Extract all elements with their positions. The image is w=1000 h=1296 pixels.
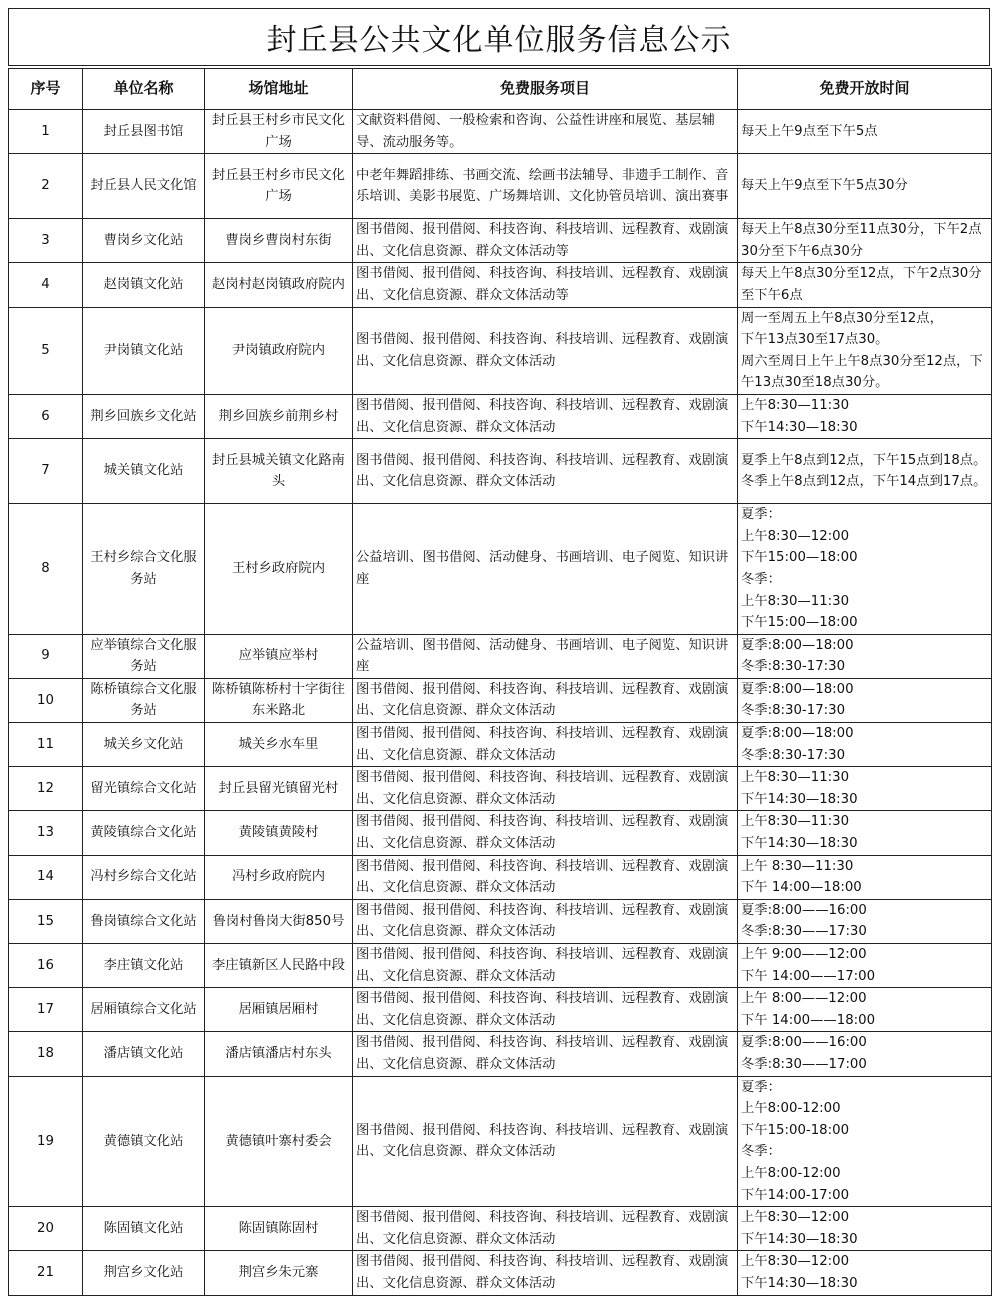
cell-services: 图书借阅、报刊借阅、科技咨询、科技培训、远程教育、戏剧演出、文化信息资源、群众文体活动: [353, 811, 738, 855]
cell-no: 12: [9, 767, 83, 811]
cell-no: 9: [9, 634, 83, 678]
cell-name: 城关镇文化站: [83, 439, 205, 504]
cell-name: 城关乡文化站: [83, 723, 205, 767]
cell-name: 赵岗镇文化站: [83, 263, 205, 307]
table-row: [9, 110, 992, 154]
cell-address: 黄德镇叶寨村委会: [205, 1076, 353, 1207]
cell-hours: 每天上午8点30分至12点，下午2点30分至下午6点: [738, 263, 992, 307]
cell-no: 15: [9, 899, 83, 943]
cell-no: 2: [9, 154, 83, 219]
cell-address: 应举镇应举村: [205, 634, 353, 678]
cell-name: 陈桥镇综合文化服务站: [83, 678, 205, 722]
cell-name: 封丘县人民文化馆: [83, 154, 205, 219]
cell-services: 公益培训、图书借阅、活动健身、书画培训、电子阅览、知识讲座: [353, 634, 738, 678]
cell-hours: 上午8:30—12:00 下午14:30—18:30: [738, 1251, 992, 1295]
cell-name: 荆乡回族乡文化站: [83, 394, 205, 438]
cell-services: 图书借阅、报刊借阅、科技咨询、科技培训、远程教育、戏剧演出、文化信息资源、群众文体活动: [353, 1032, 738, 1076]
cell-services: 图书借阅、报刊借阅、科技咨询、科技培训、远程教育、戏剧演出、文化信息资源、群众文体活动: [353, 1076, 738, 1207]
cell-address: 黄陵镇黄陵村: [205, 811, 353, 855]
cell-address: 封丘县留光镇留光村: [205, 767, 353, 811]
cell-hours: 夏季:8:00—18:00 冬季:8:30-17:30: [738, 634, 992, 678]
cell-address: 荆乡回族乡前荆乡村: [205, 394, 353, 438]
cell-address: 居厢镇居厢村: [205, 988, 353, 1032]
cell-address: 封丘县王村乡市民文化广场: [205, 154, 353, 219]
cell-services: 中老年舞蹈排练、书画交流、绘画书法辅导、非遗手工制作、音乐培训、美影书展览、广场舞培训、文化协管员培训、演出赛事: [353, 154, 738, 219]
cell-services: 图书借阅、报刊借阅、科技咨询、科技培训、远程教育、戏剧演出、文化信息资源、群众文体活动: [353, 944, 738, 988]
table-row: [9, 439, 992, 504]
cell-address: 李庄镇新区人民路中段: [205, 944, 353, 988]
cell-no: 10: [9, 678, 83, 722]
cell-name: 封丘县图书馆: [83, 110, 205, 154]
cell-no: 8: [9, 504, 83, 635]
cell-hours: 每天上午9点至下午5点30分: [738, 154, 992, 219]
cell-no: 3: [9, 219, 83, 263]
cell-no: 18: [9, 1032, 83, 1076]
cell-address: 荆宫乡朱元寨: [205, 1251, 353, 1295]
cell-name: 尹岗镇文化站: [83, 307, 205, 394]
table-row: [9, 723, 992, 767]
cell-address: 曹岗乡曹岗村东街: [205, 219, 353, 263]
cell-hours: 夏季上午8点到12点，下午15点到18点。冬季上午8点到12点，下午14点到17点。: [738, 439, 992, 504]
cell-hours: 上午8:30—11:30 下午14:30—18:30: [738, 811, 992, 855]
header-address: 场馆地址: [205, 69, 353, 110]
cell-hours: 夏季:8:00—18:00 冬季:8:30-17:30: [738, 678, 992, 722]
cell-no: 5: [9, 307, 83, 394]
cell-services: 文献资料借阅、一般检索和咨询、公益性讲座和展览、基层辅导、流动服务等。: [353, 110, 738, 154]
cell-address: 尹岗镇政府院内: [205, 307, 353, 394]
cell-address: 封丘县王村乡市民文化广场: [205, 110, 353, 154]
cell-name: 陈固镇文化站: [83, 1207, 205, 1251]
table-row: [9, 394, 992, 438]
cell-address: 城关乡水车里: [205, 723, 353, 767]
header-services: 免费服务项目: [353, 69, 738, 110]
cell-services: 图书借阅、报刊借阅、科技咨询、科技培训、远程教育、戏剧演出、文化信息资源、群众文体活动: [353, 723, 738, 767]
cell-no: 7: [9, 439, 83, 504]
cell-name: 潘店镇文化站: [83, 1032, 205, 1076]
cell-name: 黄陵镇综合文化站: [83, 811, 205, 855]
cell-services: 公益培训、图书借阅、活动健身、书画培训、电子阅览、知识讲座: [353, 504, 738, 635]
cell-address: 赵岗村赵岗镇政府院内: [205, 263, 353, 307]
cell-hours: 上午 9:00——12:00 下午 14:00——17:00: [738, 944, 992, 988]
cell-no: 13: [9, 811, 83, 855]
cell-name: 李庄镇文化站: [83, 944, 205, 988]
header-name: 单位名称: [83, 69, 205, 110]
cell-hours: 每天上午9点至下午5点: [738, 110, 992, 154]
cell-address: 鲁岗村鲁岗大街850号: [205, 899, 353, 943]
cell-hours: 上午8:30—12:00 下午14:30—18:30: [738, 1207, 992, 1251]
cell-name: 留光镇综合文化站: [83, 767, 205, 811]
cell-name: 王村乡综合文化服务站: [83, 504, 205, 635]
cell-hours: 上午 8:30—11:30 下午 14:00—18:00: [738, 855, 992, 899]
cell-no: 6: [9, 394, 83, 438]
cell-name: 鲁岗镇综合文化站: [83, 899, 205, 943]
cell-no: 1: [9, 110, 83, 154]
cell-hours: 周一至周五上午8点30分至12点， 下午13点30至17点30。 周六至周日上午上午8点30分至12点，下午13点30至18点30分。: [738, 307, 992, 394]
cell-services: 图书借阅、报刊借阅、科技咨询、科技培训、远程教育、戏剧演出、文化信息资源、群众文体活动: [353, 678, 738, 722]
table-row: [9, 263, 992, 307]
cell-no: 11: [9, 723, 83, 767]
cell-no: 4: [9, 263, 83, 307]
cell-services: 图书借阅、报刊借阅、科技咨询、科技培训、远程教育、戏剧演出、文化信息资源、群众文体活动等: [353, 219, 738, 263]
cell-hours: 夏季:8:00—18:00 冬季:8:30-17:30: [738, 723, 992, 767]
table-row: [9, 678, 992, 722]
cell-no: 16: [9, 944, 83, 988]
table-row: [9, 855, 992, 899]
cell-hours: 夏季:8:00——16:00 冬季:8:30——17:00: [738, 1032, 992, 1076]
cell-address: 陈固镇陈固村: [205, 1207, 353, 1251]
cell-name: 曹岗乡文化站: [83, 219, 205, 263]
cell-hours: 夏季： 上午8:00-12:00 下午15:00-18:00 冬季： 上午8:00-12:00 下午14:00-17:00: [738, 1076, 992, 1207]
cell-services: 图书借阅、报刊借阅、科技咨询、科技培训、远程教育、戏剧演出、文化信息资源、群众文体活动: [353, 988, 738, 1032]
cell-hours: 上午8:30—11:30 下午14:30—18:30: [738, 394, 992, 438]
table-row: [9, 1032, 992, 1076]
table-body: [9, 110, 992, 1296]
cell-services: 图书借阅、报刊借阅、科技咨询、科技培训、远程教育、戏剧演出、文化信息资源、群众文体活动: [353, 439, 738, 504]
cell-hours: 夏季:8:00——16:00 冬季:8:30——17:30: [738, 899, 992, 943]
table-row: [9, 504, 992, 635]
table-row: [9, 1207, 992, 1251]
table-row: [9, 1076, 992, 1207]
cell-name: 冯村乡综合文化站: [83, 855, 205, 899]
cell-no: 21: [9, 1251, 83, 1295]
table-row: [9, 988, 992, 1032]
cell-services: 图书借阅、报刊借阅、科技咨询、科技培训、远程教育、戏剧演出、文化信息资源、群众文体活动: [353, 899, 738, 943]
cell-hours: 夏季： 上午8:30—12:00 下午15:00—18:00 冬季： 上午8:30—11:30 下午15:00—18:00: [738, 504, 992, 635]
cell-address: 王村乡政府院内: [205, 504, 353, 635]
header-hours: 免费开放时间: [738, 69, 992, 110]
table-row: [9, 811, 992, 855]
table-row: [9, 1251, 992, 1295]
table-row: [9, 944, 992, 988]
cell-address: 陈桥镇陈桥村十字街往东米路北: [205, 678, 353, 722]
cell-services: 图书借阅、报刊借阅、科技咨询、科技培训、远程教育、戏剧演出、文化信息资源、群众文体活动等: [353, 263, 738, 307]
cell-services: 图书借阅、报刊借阅、科技咨询、科技培训、远程教育、戏剧演出、文化信息资源、群众文体活动: [353, 1207, 738, 1251]
header-no: 序号: [9, 69, 83, 110]
page-title: 封丘县公共文化单位服务信息公示: [8, 8, 990, 66]
cell-no: 20: [9, 1207, 83, 1251]
cell-services: 图书借阅、报刊借阅、科技咨询、科技培训、远程教育、戏剧演出、文化信息资源、群众文体活动: [353, 855, 738, 899]
cell-no: 19: [9, 1076, 83, 1207]
cell-hours: 上午8:30—11:30 下午14:30—18:30: [738, 767, 992, 811]
cell-address: 潘店镇潘店村东头: [205, 1032, 353, 1076]
cell-address: 封丘县城关镇文化路南头: [205, 439, 353, 504]
cell-name: 荆宫乡文化站: [83, 1251, 205, 1295]
cell-address: 冯村乡政府院内: [205, 855, 353, 899]
table-row: [9, 634, 992, 678]
cell-services: 图书借阅、报刊借阅、科技咨询、科技培训、远程教育、戏剧演出、文化信息资源、群众文体活动: [353, 1251, 738, 1295]
cell-no: 17: [9, 988, 83, 1032]
cell-services: 图书借阅、报刊借阅、科技咨询、科技培训、远程教育、戏剧演出、文化信息资源、群众文体活动: [353, 394, 738, 438]
cell-services: 图书借阅、报刊借阅、科技咨询、科技培训、远程教育、戏剧演出、文化信息资源、群众文体活动: [353, 307, 738, 394]
table-row: [9, 767, 992, 811]
cell-name: 应举镇综合文化服务站: [83, 634, 205, 678]
table-row: [9, 154, 992, 219]
table-header-row: [9, 69, 992, 110]
cell-hours: 每天上午8点30分至11点30分，下午2点30分至下午6点30分: [738, 219, 992, 263]
table-row: [9, 899, 992, 943]
cell-no: 14: [9, 855, 83, 899]
table-row: [9, 307, 992, 394]
cell-name: 居厢镇综合文化站: [83, 988, 205, 1032]
info-table: [8, 68, 992, 1296]
cell-name: 黄德镇文化站: [83, 1076, 205, 1207]
cell-services: 图书借阅、报刊借阅、科技咨询、科技培训、远程教育、戏剧演出、文化信息资源、群众文体活动: [353, 767, 738, 811]
cell-hours: 上午 8:00——12:00 下午 14:00——18:00: [738, 988, 992, 1032]
table-row: [9, 219, 992, 263]
